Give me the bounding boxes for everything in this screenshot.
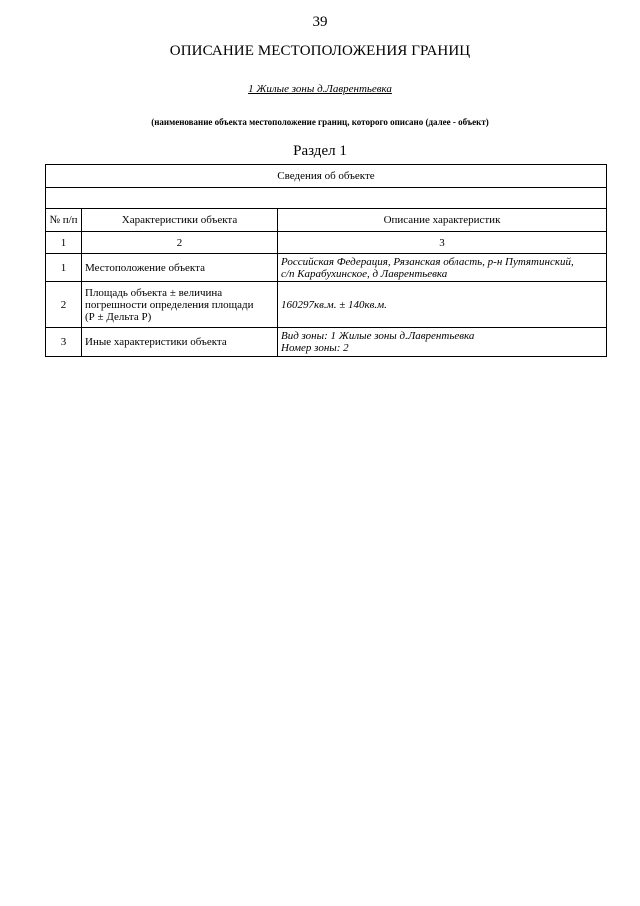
header-characteristic: Характеристики объекта xyxy=(82,209,278,232)
section-title: Раздел 1 xyxy=(293,143,347,159)
object-name xyxy=(0,83,640,95)
row-characteristic: Иные характеристики объекта xyxy=(82,328,278,357)
column-number-2: 2 xyxy=(82,232,278,254)
header-number: № п/п xyxy=(46,209,82,232)
object-name-caption: (наименование объекта местоположение границ, которого описано (далее - объект) xyxy=(151,117,489,127)
table-row xyxy=(46,328,607,357)
table-row xyxy=(46,282,607,328)
row-description-line: с/п Карабухинское, д Лаврентьевка xyxy=(281,267,448,280)
table-empty-row xyxy=(46,188,607,209)
object-info-table xyxy=(45,164,607,357)
row-characteristic-line: погрешности определения площади xyxy=(85,298,254,311)
row-description-line: Вид зоны: 1 Жилые зоны д.Лаврентьевка xyxy=(281,330,475,342)
table-title-row xyxy=(46,165,607,188)
row-number: 2 xyxy=(46,282,82,328)
column-numbers-row xyxy=(46,232,607,254)
empty-cell xyxy=(46,188,607,209)
row-characteristic-line: Площадь объекта ± величина xyxy=(85,286,223,299)
column-number-1: 1 xyxy=(46,232,82,254)
table-header-row xyxy=(46,209,607,232)
page-number: 39 xyxy=(312,14,328,30)
row-number: 1 xyxy=(46,254,82,282)
document-title: ОПИСАНИЕ МЕСТОПОЛОЖЕНИЯ ГРАНИЦ xyxy=(169,43,471,59)
table-row xyxy=(46,254,607,282)
row-characteristic: Местоположение объекта xyxy=(82,254,278,282)
header-description: Описание характеристик xyxy=(278,209,607,232)
column-number-3: 3 xyxy=(278,232,607,254)
row-characteristic-line: (Р ± Дельта Р) xyxy=(85,310,152,323)
row-description-line: Номер зоны: 2 xyxy=(281,342,349,354)
row-number: 3 xyxy=(46,328,82,357)
row-characteristic xyxy=(82,282,278,328)
row-description: 160297кв.м. ± 140кв.м. xyxy=(278,282,607,328)
table-title: Сведения об объекте xyxy=(46,165,607,188)
row-description xyxy=(278,254,607,282)
object-name-text: 1 Жилые зоны д.Лаврентьевка xyxy=(248,83,392,95)
row-description-line: Российская Федерация, Рязанская область, р-н Путятинский, xyxy=(281,255,574,268)
row-description xyxy=(278,328,607,357)
